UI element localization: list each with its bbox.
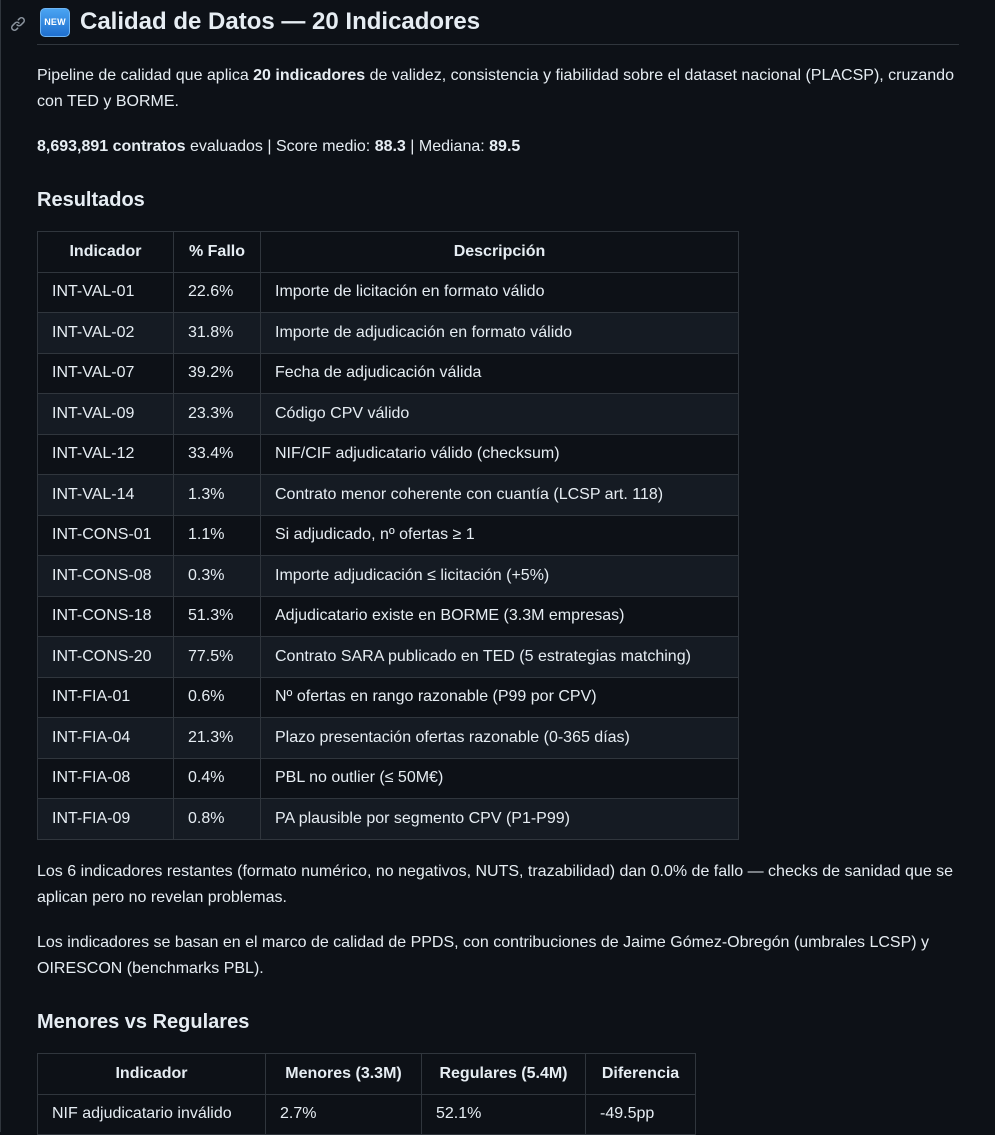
- table-cell: -49.5pp: [586, 1094, 696, 1135]
- table-cell: Contrato menor coherente con cuantía (LCSP art. 118): [261, 475, 739, 516]
- table-cell: INT-FIA-09: [38, 799, 174, 840]
- table-cell: 1.3%: [174, 475, 261, 516]
- table-cell: Si adjudicado, nº ofertas ≥ 1: [261, 515, 739, 556]
- table-cell: 1.1%: [174, 515, 261, 556]
- table-header-row: [38, 1054, 696, 1095]
- table-cell: 0.6%: [174, 677, 261, 718]
- table-cell: INT-FIA-01: [38, 677, 174, 718]
- intro-text-2: de validez, consistencia y fiabilidad sobre el dataset nacional (PLACSP), cruzando con TED y BORME.: [37, 67, 954, 110]
- table-cell: 0.4%: [174, 758, 261, 799]
- median-score: 89.5: [489, 138, 521, 155]
- table-cell: INT-VAL-14: [38, 475, 174, 516]
- results-table: [37, 231, 739, 840]
- page-title: Calidad de Datos — 20 Indicadores: [80, 8, 481, 35]
- table-cell: PBL no outlier (≤ 50M€): [261, 758, 739, 799]
- table-cell: 51.3%: [174, 596, 261, 637]
- median-label: | Mediana:: [405, 138, 490, 155]
- table-cell: 33.4%: [174, 434, 261, 475]
- table-row: [38, 677, 739, 718]
- new-badge-icon: NEW: [40, 8, 70, 37]
- table-cell: INT-FIA-08: [38, 758, 174, 799]
- table-row: [38, 434, 739, 475]
- table-cell: Código CPV válido: [261, 394, 739, 435]
- table-cell: INT-CONS-20: [38, 637, 174, 678]
- table-cell: INT-FIA-04: [38, 718, 174, 759]
- table-row: [38, 758, 739, 799]
- table-row: [38, 515, 739, 556]
- table-cell: INT-VAL-07: [38, 353, 174, 394]
- table-cell: 0.3%: [174, 556, 261, 597]
- table-cell: Fecha de adjudicación válida: [261, 353, 739, 394]
- table-cell: INT-CONS-18: [38, 596, 174, 637]
- column-header: Indicador: [38, 1054, 266, 1095]
- table-cell: Importe de adjudicación en formato válido: [261, 313, 739, 354]
- table-row: [38, 353, 739, 394]
- table-cell: 2.7%: [266, 1094, 422, 1135]
- table-cell: 23.3%: [174, 394, 261, 435]
- column-header: Menores (3.3M): [266, 1054, 422, 1095]
- table-cell: Nº ofertas en rango razonable (P99 por CPV): [261, 677, 739, 718]
- intro-bold: 20 indicadores: [253, 67, 366, 84]
- table-cell: INT-VAL-02: [38, 313, 174, 354]
- table-cell: NIF/CIF adjudicatario válido (checksum): [261, 434, 739, 475]
- content-left-border: [0, 0, 1, 1132]
- table-cell: 22.6%: [174, 272, 261, 313]
- table-row: [38, 799, 739, 840]
- table-cell: NIF adjudicatario inválido: [38, 1094, 266, 1135]
- table-cell: 31.8%: [174, 313, 261, 354]
- table-row: [38, 596, 739, 637]
- table-cell: 52.1%: [422, 1094, 586, 1135]
- intro-text: Pipeline de calidad que aplica: [37, 67, 254, 84]
- column-header: Regulares (5.4M): [422, 1054, 586, 1095]
- table-cell: INT-CONS-08: [38, 556, 174, 597]
- table-cell: INT-VAL-01: [38, 272, 174, 313]
- table-row: [38, 718, 739, 759]
- table-cell: INT-VAL-12: [38, 434, 174, 475]
- link-icon[interactable]: [10, 15, 28, 33]
- table-cell: Plazo presentación ofertas razonable (0-365 días): [261, 718, 739, 759]
- table-row: [38, 313, 739, 354]
- table-cell: INT-CONS-01: [38, 515, 174, 556]
- table-cell: Importe de licitación en formato válido: [261, 272, 739, 313]
- note-paragraph: Los 6 indicadores restantes (formato numérico, no negativos, NUTS, trazabilidad) dan 0.0% de fallo — checks de sanidad que se aplican pero no revelan problemas.: [37, 863, 954, 906]
- table-cell: 0.8%: [174, 799, 261, 840]
- column-header: Diferencia: [586, 1054, 696, 1095]
- intro-paragraph: [37, 63, 960, 114]
- stats-line: [37, 134, 960, 160]
- table-header-row: [38, 232, 739, 273]
- column-header: % Fallo: [174, 232, 261, 273]
- table-row: [38, 272, 739, 313]
- table-row: [38, 394, 739, 435]
- note-paragraph: Los indicadores se basan en el marco de calidad de PPDS, con contribuciones de Jaime Gómez-Obregón (umbrales LCSP) y OIRESCON (benchmarks PBL).: [37, 934, 930, 977]
- table-cell: Importe adjudicación ≤ licitación (+5%): [261, 556, 739, 597]
- table-row: [38, 637, 739, 678]
- comparison-heading: Menores vs Regulares: [37, 1011, 250, 1033]
- column-header: Descripción: [261, 232, 739, 273]
- table-cell: PA plausible por segmento CPV (P1-P99): [261, 799, 739, 840]
- table-cell: 39.2%: [174, 353, 261, 394]
- mean-score: 88.3: [374, 138, 406, 155]
- stats-text: evaluados | Score medio:: [185, 138, 375, 155]
- table-row: [38, 556, 739, 597]
- table-cell: INT-VAL-09: [38, 394, 174, 435]
- table-cell: 77.5%: [174, 637, 261, 678]
- comparison-table: [37, 1053, 696, 1135]
- contracts-count: 8,693,891 contratos: [37, 138, 186, 155]
- column-header: Indicador: [38, 232, 174, 273]
- table-cell: Contrato SARA publicado en TED (5 estrategias matching): [261, 637, 739, 678]
- table-row: [38, 475, 739, 516]
- table-cell: 21.3%: [174, 718, 261, 759]
- table-row: [38, 1094, 696, 1135]
- results-heading: Resultados: [37, 189, 145, 211]
- section-heading: [37, 6, 959, 45]
- table-cell: Adjudicatario existe en BORME (3.3M empresas): [261, 596, 739, 637]
